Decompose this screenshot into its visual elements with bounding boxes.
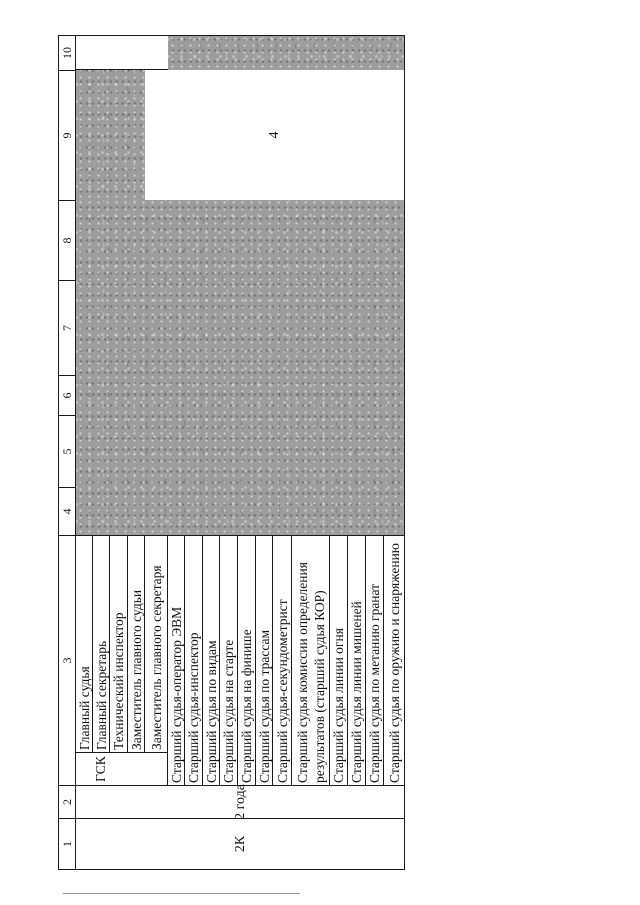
header-col-5: 5 <box>59 415 76 487</box>
header-col-8: 8 <box>59 200 76 280</box>
position-row: Старший судья по метанию гранат <box>366 535 384 785</box>
header-col-2: 2 <box>59 785 76 818</box>
category-cell: 2К <box>76 818 404 869</box>
position-row: Старший судья линии огня <box>330 535 348 785</box>
header-col-10: 10 <box>59 36 76 70</box>
header-col-7: 7 <box>59 280 76 375</box>
shaded-area-col-9 <box>76 70 145 200</box>
col-10-empty-cell <box>76 36 168 70</box>
position-row: Главный судья <box>76 535 93 752</box>
shaded-area-col-10 <box>168 36 404 70</box>
position-row: Старший судья на финише <box>238 535 256 785</box>
position-row: Старший судья комиссии определения результатов (старший судья КОР) <box>292 535 330 785</box>
header-col-6: 6 <box>59 375 76 415</box>
col-9-value-cell: 4 <box>267 131 282 139</box>
position-row: Старший судья-секундометрист <box>273 535 292 785</box>
shaded-area-cols-4-8 <box>76 200 404 535</box>
group-label: ГСК <box>76 752 168 785</box>
position-row: Заместитель главного судьи <box>128 535 145 752</box>
header-col-1: 1 <box>59 818 76 869</box>
term-cell: 2 года <box>76 785 404 818</box>
position-row: Технический инспектор <box>110 535 128 752</box>
judges-table <box>58 35 405 870</box>
position-row: Старший судья линии мишеней <box>348 535 366 785</box>
header-col-3: 3 <box>59 535 76 785</box>
position-row: Старший судья по видам <box>203 535 220 785</box>
position-row: Главный секретарь <box>93 535 110 752</box>
scan-edge-line <box>63 893 300 894</box>
header-col-9: 9 <box>59 70 76 200</box>
position-row: Старший судья-оператор ЭВМ <box>168 535 185 785</box>
position-row: Старший судья по трассам <box>256 535 273 785</box>
position-row: Старший судья по оружию и снаряжению <box>384 535 404 785</box>
position-row: Старший судья на старте <box>220 535 238 785</box>
header-col-4: 4 <box>59 487 76 535</box>
position-row: Заместитель главного секретаря <box>145 535 168 752</box>
table-frame <box>58 35 405 870</box>
position-row: Старший судья-инспектор <box>185 535 203 785</box>
